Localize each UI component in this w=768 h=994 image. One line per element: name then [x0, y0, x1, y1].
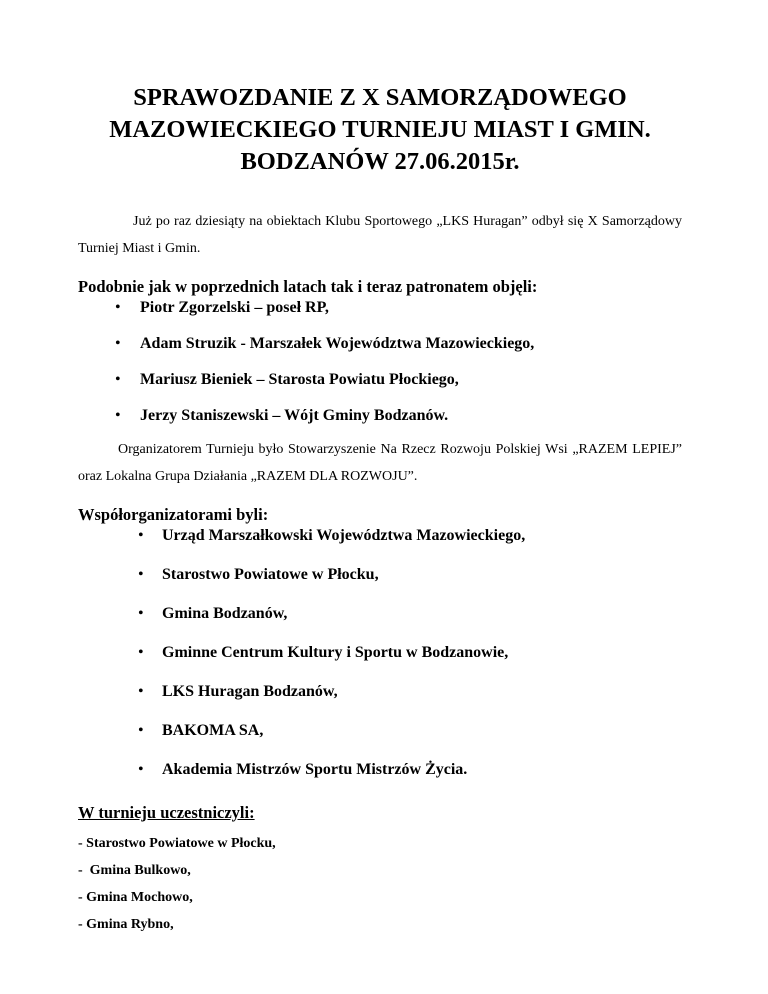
list-item-text: Gminne Centrum Kultury i Sportu w Bodzanowie,: [162, 644, 509, 661]
list-item: [78, 334, 682, 354]
patronage-heading: Podobnie jak w poprzednich latach tak i teraz patronatem objęli:: [78, 277, 538, 296]
list-item-text: Urząd Marszałkowski Województwa Mazowieckiego,: [162, 527, 526, 544]
coorganizers-heading: Współorganizatorami byli:: [78, 505, 269, 524]
list-item: [78, 526, 682, 546]
list-item-text: Mariusz Bieniek – Starosta Powiatu Płockiego,: [140, 371, 459, 388]
title-line-1: SPRAWOZDANIE Z X SAMORZĄDOWEGO: [133, 84, 627, 111]
list-item-text: Gmina Bodzanów,: [162, 605, 288, 622]
list-item: [78, 604, 682, 624]
list-item: [78, 406, 682, 426]
title-line-3: BODZANÓW 27.06.2015r.: [240, 148, 520, 175]
participants-heading: W turnieju uczestniczyli:: [78, 803, 255, 822]
participants-list: [78, 830, 682, 938]
bullet-icon: •: [115, 371, 121, 388]
list-item-text: Jerzy Staniszewski – Wójt Gminy Bodzanów.: [140, 407, 449, 424]
list-item: - Starostwo Powiatowe w Płocku,: [78, 836, 276, 851]
list-item: - Gmina Rybno,: [78, 917, 174, 932]
list-item-text: Adam Struzik - Marszałek Województwa Mazowieckiego,: [140, 335, 535, 352]
list-item: [78, 643, 682, 663]
coorganizers-list: [78, 526, 682, 780]
bullet-icon: •: [138, 722, 144, 739]
bullet-icon: •: [138, 761, 144, 778]
list-item: [78, 682, 682, 702]
bullet-icon: •: [115, 335, 121, 352]
bullet-icon: •: [138, 527, 144, 544]
list-item: [78, 565, 682, 585]
bullet-icon: •: [115, 299, 121, 316]
list-item-text: BAKOMA SA,: [162, 722, 264, 739]
list-item-text: Akademia Mistrzów Sportu Mistrzów Życia.: [162, 761, 468, 778]
bullet-icon: •: [138, 683, 144, 700]
bullet-icon: •: [115, 407, 121, 424]
bullet-icon: •: [138, 605, 144, 622]
list-item: [78, 298, 682, 318]
bullet-icon: •: [138, 566, 144, 583]
list-item: [78, 721, 682, 741]
document-title: [78, 0, 682, 178]
organizer-paragraph: Organizatorem Turnieju było Stowarzyszenie Na Rzecz Rozwoju Polskiej Wsi „RAZEM LEPIEJ” oraz Lokalna Grupa Działania „RAZEM DLA ROZWOJU”.: [78, 442, 682, 484]
list-item: [78, 370, 682, 390]
list-item: - Gmina Bulkowo,: [78, 863, 191, 878]
list-item-text: Piotr Zgorzelski – poseł RP,: [140, 299, 329, 316]
list-item-text: LKS Huragan Bodzanów,: [162, 683, 338, 700]
list-item-text: Starostwo Powiatowe w Płocku,: [162, 566, 379, 583]
list-item: - Gmina Mochowo,: [78, 890, 193, 905]
list-item: [78, 760, 682, 780]
title-line-2: MAZOWIECKIEGO TURNIEJU MIAST I GMIN.: [109, 116, 651, 143]
bullet-icon: •: [138, 644, 144, 661]
patronage-list: [78, 298, 682, 426]
intro-paragraph: Już po raz dziesiąty na obiektach Klubu Sportowego „LKS Huragan” odbył się X Samorządowy Turniej Miast i Gmin.: [78, 214, 682, 256]
